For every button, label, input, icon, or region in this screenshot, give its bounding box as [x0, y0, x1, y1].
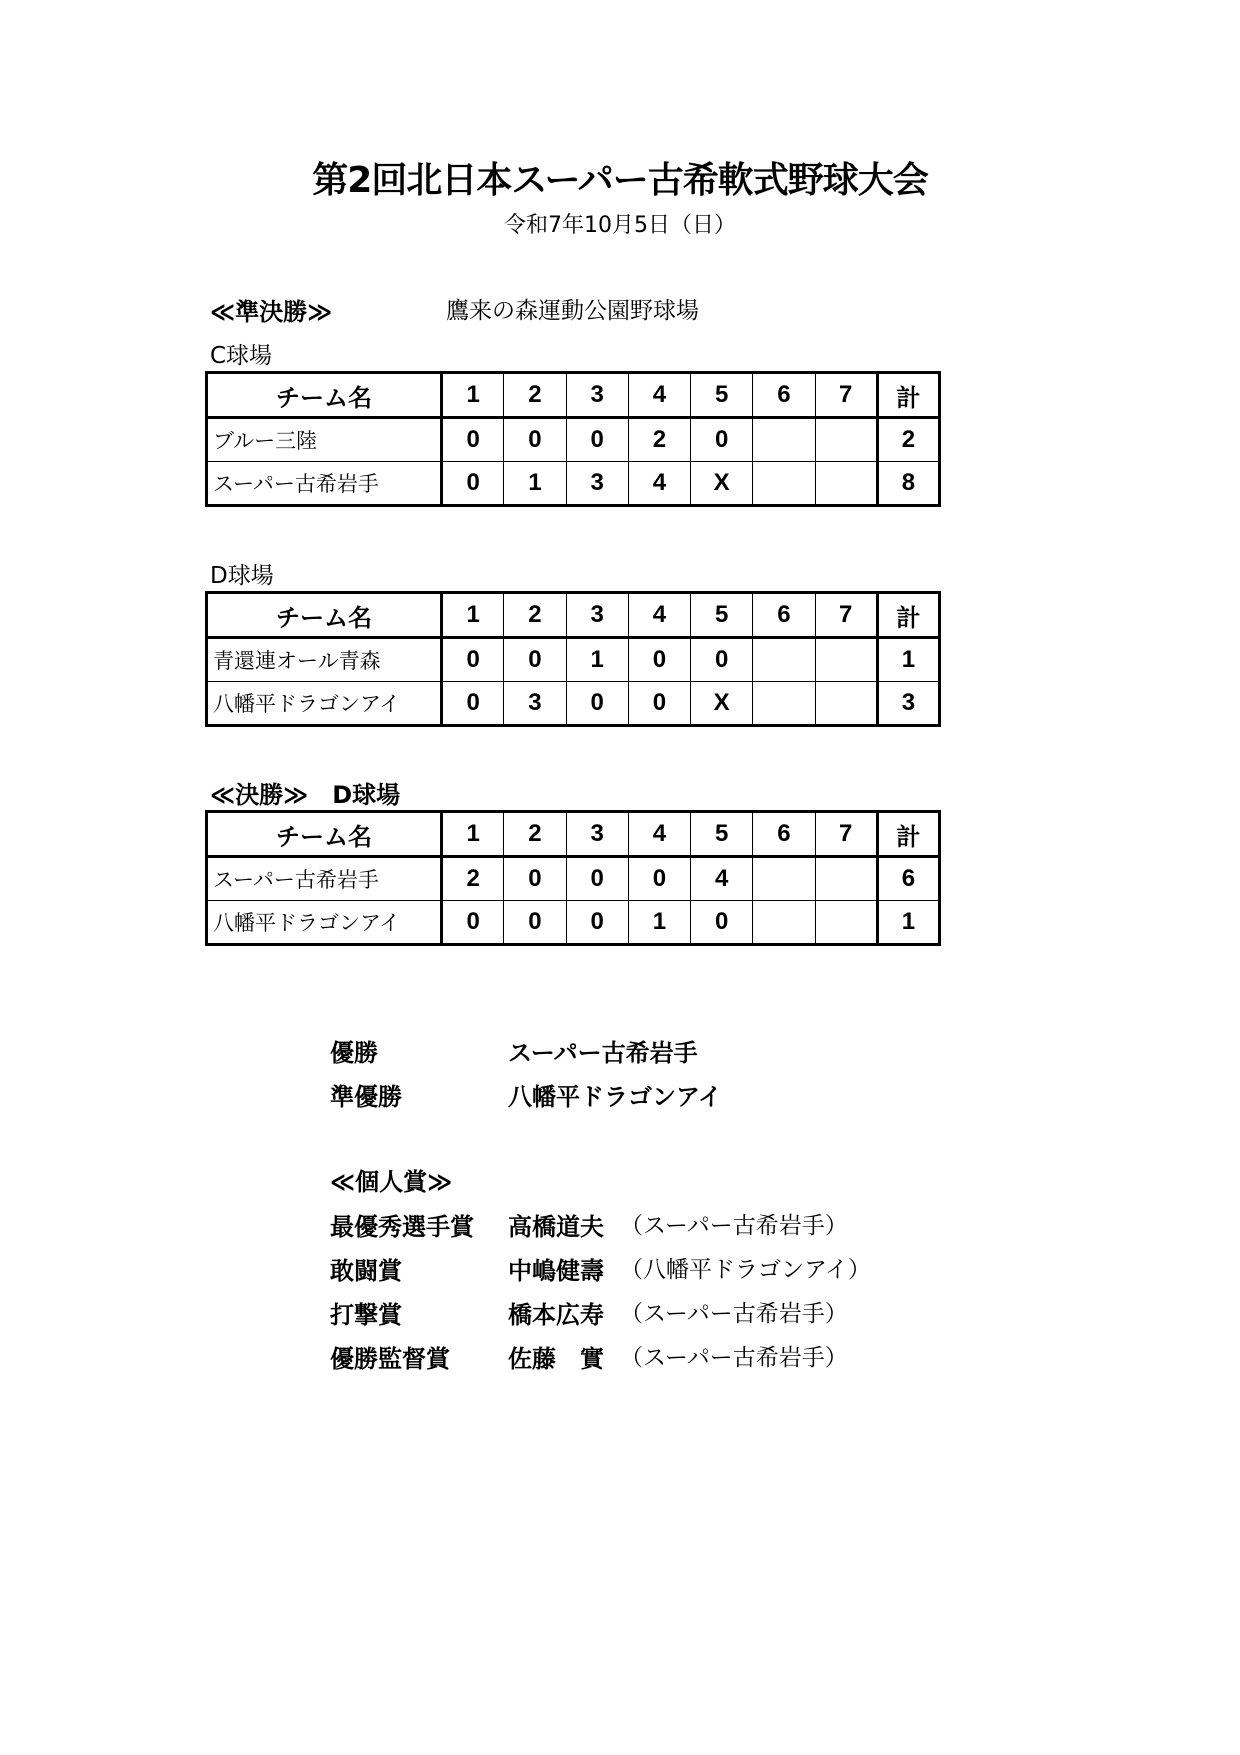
- inning-score: 0: [442, 901, 504, 945]
- final-heading: ≪決勝≫ D球場: [210, 781, 401, 809]
- col-inning-2: 2: [504, 373, 566, 418]
- award-label: 最優秀選手賞: [330, 1213, 474, 1241]
- col-inning-2: 2: [504, 812, 566, 857]
- inning-score: 0: [628, 857, 690, 901]
- col-inning-5: 5: [691, 812, 753, 857]
- inning-score: 1: [628, 901, 690, 945]
- total-score: 8: [877, 462, 939, 506]
- inning-score: 1: [566, 638, 628, 682]
- table-row: [207, 462, 940, 506]
- col-inning-1: 1: [442, 593, 504, 638]
- inning-score: 0: [442, 418, 504, 462]
- col-inning-5: 5: [691, 373, 753, 418]
- col-team: チーム名: [207, 812, 442, 857]
- col-total: 計: [877, 373, 939, 418]
- total-score: 1: [877, 638, 939, 682]
- inning-score: 0: [504, 638, 566, 682]
- col-inning-4: 4: [628, 373, 690, 418]
- inning-score: 1: [504, 462, 566, 506]
- inning-score: 2: [442, 857, 504, 901]
- col-inning-3: 3: [566, 812, 628, 857]
- table-row: [207, 638, 940, 682]
- award-team: （スーパー古希岩手）: [620, 1213, 848, 1239]
- col-inning-4: 4: [628, 593, 690, 638]
- col-inning-7: 7: [815, 812, 877, 857]
- inning-score: [753, 462, 815, 506]
- col-inning-7: 7: [815, 373, 877, 418]
- team-name: 八幡平ドラゴンアイ: [207, 682, 442, 726]
- champion-label: 優勝: [330, 1039, 378, 1067]
- col-inning-1: 1: [442, 812, 504, 857]
- col-inning-5: 5: [691, 593, 753, 638]
- inning-score: [753, 682, 815, 726]
- inning-score: 0: [628, 638, 690, 682]
- col-team: チーム名: [207, 593, 442, 638]
- runner-up-label: 準優勝: [330, 1083, 402, 1111]
- scoreboard-c-field: [205, 371, 941, 507]
- col-inning-3: 3: [566, 373, 628, 418]
- inning-score: [815, 682, 877, 726]
- page-title: 第2回北日本スーパー古希軟式野球大会: [312, 160, 928, 201]
- header-row: [207, 812, 940, 857]
- inning-score: 0: [566, 901, 628, 945]
- scoreboard-d-field: [205, 591, 941, 727]
- inning-score: 4: [691, 857, 753, 901]
- inning-score: 0: [691, 638, 753, 682]
- inning-score: 0: [504, 418, 566, 462]
- runner-up-team: 八幡平ドラゴンアイ: [508, 1083, 722, 1111]
- col-inning-2: 2: [504, 593, 566, 638]
- inning-score: 4: [628, 462, 690, 506]
- inning-score: 0: [566, 857, 628, 901]
- col-inning-3: 3: [566, 593, 628, 638]
- header-row: [207, 373, 940, 418]
- col-inning-6: 6: [753, 593, 815, 638]
- header-row: [207, 593, 940, 638]
- inning-score: 0: [442, 682, 504, 726]
- inning-score: 0: [691, 418, 753, 462]
- col-total: 計: [877, 812, 939, 857]
- col-inning-6: 6: [753, 373, 815, 418]
- table-row: [207, 901, 940, 945]
- inning-score: [815, 462, 877, 506]
- event-date: 令和7年10月5日（日）: [504, 213, 736, 238]
- inning-score: [753, 418, 815, 462]
- field-label-d: D球場: [210, 563, 274, 589]
- inning-score: [753, 901, 815, 945]
- award-team: （スーパー古希岩手）: [620, 1301, 848, 1327]
- champion-team: スーパー古希岩手: [508, 1039, 698, 1067]
- table-row: [207, 682, 940, 726]
- table-row: [207, 857, 940, 901]
- inning-score: [815, 638, 877, 682]
- col-inning-7: 7: [815, 593, 877, 638]
- inning-score: 0: [566, 682, 628, 726]
- inning-score: X: [691, 462, 753, 506]
- inning-score: 0: [691, 901, 753, 945]
- inning-score: [815, 901, 877, 945]
- team-name: 八幡平ドラゴンアイ: [207, 901, 442, 945]
- awards-heading: ≪個人賞≫: [330, 1168, 453, 1196]
- scoreboard-final: [205, 810, 941, 946]
- venue-name: 鷹来の森運動公園野球場: [446, 298, 699, 324]
- award-team: （スーパー古希岩手）: [620, 1345, 848, 1371]
- total-score: 3: [877, 682, 939, 726]
- inning-score: 0: [442, 638, 504, 682]
- team-name: スーパー古希岩手: [207, 857, 442, 901]
- col-total: 計: [877, 593, 939, 638]
- team-name: スーパー古希岩手: [207, 462, 442, 506]
- inning-score: [815, 857, 877, 901]
- semifinal-heading: ≪準決勝≫: [210, 298, 333, 326]
- table-row: [207, 418, 940, 462]
- award-recipient: 佐藤 實: [508, 1345, 604, 1373]
- inning-score: [753, 857, 815, 901]
- inning-score: 0: [566, 418, 628, 462]
- team-name: ブルー三陸: [207, 418, 442, 462]
- inning-score: [815, 418, 877, 462]
- inning-score: 0: [504, 901, 566, 945]
- col-inning-1: 1: [442, 373, 504, 418]
- inning-score: 2: [628, 418, 690, 462]
- inning-score: 3: [504, 682, 566, 726]
- award-team: （八幡平ドラゴンアイ）: [620, 1257, 871, 1283]
- award-label: 敢闘賞: [330, 1257, 402, 1285]
- team-name: 青還連オール青森: [207, 638, 442, 682]
- total-score: 1: [877, 901, 939, 945]
- col-inning-4: 4: [628, 812, 690, 857]
- inning-score: 0: [628, 682, 690, 726]
- inning-score: 3: [566, 462, 628, 506]
- award-label: 打撃賞: [330, 1301, 402, 1329]
- inning-score: X: [691, 682, 753, 726]
- award-recipient: 中嶋健壽: [508, 1257, 604, 1285]
- inning-score: 0: [442, 462, 504, 506]
- award-recipient: 橋本広寿: [508, 1301, 604, 1329]
- inning-score: 0: [504, 857, 566, 901]
- col-inning-6: 6: [753, 812, 815, 857]
- award-recipient: 高橋道夫: [508, 1213, 604, 1241]
- total-score: 6: [877, 857, 939, 901]
- field-label-c: C球場: [210, 343, 273, 369]
- award-label: 優勝監督賞: [330, 1345, 450, 1373]
- inning-score: [753, 638, 815, 682]
- total-score: 2: [877, 418, 939, 462]
- col-team: チーム名: [207, 373, 442, 418]
